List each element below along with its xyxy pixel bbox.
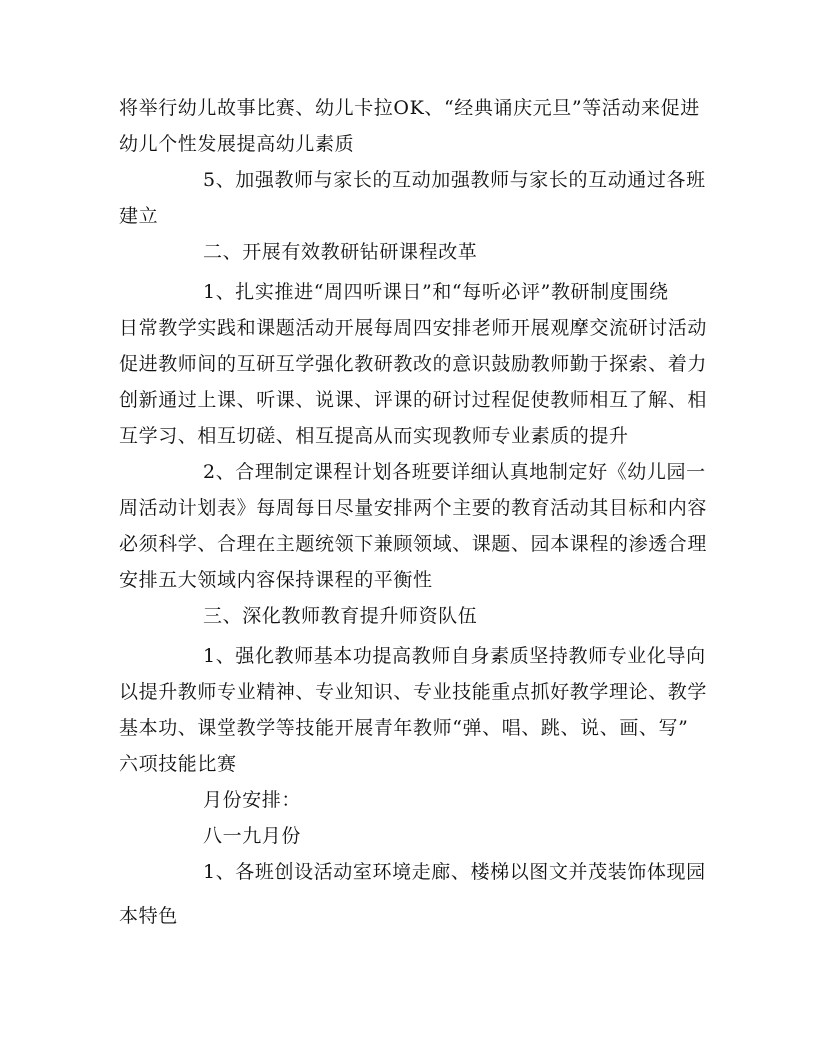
body-text-line: 安排五大领域内容保持课程的平衡性 <box>119 569 433 591</box>
body-text-line: 本特色 <box>119 905 178 927</box>
body-text-line: 必须科学、合理在主题统领下兼顾领域、课题、园本课程的渗透合理 <box>119 533 708 555</box>
schedule-heading: 月份安排： <box>203 789 302 811</box>
paragraph-first-line: 1、强化教师基本功提高教师自身素质坚持教师专业化导向 <box>203 645 706 667</box>
body-text-line: 促进教师间的互研互学强化教研教改的意识鼓励教师勤于探索、着力 <box>119 353 708 375</box>
body-text-line: 幼儿个性发展提高幼儿素质 <box>119 133 355 155</box>
paragraph-first-line: 1、扎实推进“周四听课日”和“每听必评”教研制度围绕 <box>203 281 669 303</box>
body-text-line: 周活动计划表》每周每日尽量安排两个主要的教育活动其目标和内容 <box>119 497 708 519</box>
body-text-line: 互学习、相互切磋、相互提高从而实现教师专业素质的提升 <box>119 425 629 447</box>
paragraph-first-line: 1、各班创设活动室环境走廊、楼梯以图文并茂装饰体现园 <box>203 861 706 883</box>
body-text-line: 基本功、课堂教学等技能开展青年教师“弹、唱、跳、说、画、写” <box>119 717 689 739</box>
section-heading-2: 二、开展有效教研钻研课程改革 <box>203 241 478 263</box>
body-text-line: 将举行幼儿故事比赛、幼儿卡拉OK、“经典诵庆元旦”等活动来促进 <box>119 97 700 119</box>
body-text-line: 日常教学实践和课题活动开展每周四安排老师开展观摩交流研讨活动 <box>119 317 708 339</box>
paragraph-first-line: 5、加强教师与家长的互动加强教师与家长的互动通过各班 <box>203 169 706 191</box>
body-text-line: 六项技能比赛 <box>119 753 237 775</box>
body-text-line: 以提升教师专业精神、专业知识、专业技能重点抓好教学理论、教学 <box>119 681 708 703</box>
body-text-line: 创新通过上课、听课、说课、评课的研讨过程促使教师相互了解、相 <box>119 389 708 411</box>
body-text-line: 建立 <box>119 205 159 227</box>
month-heading: 八一九月份 <box>203 825 302 847</box>
paragraph-first-line: 2、合理制定课程计划各班要详细认真地制定好《幼儿园一 <box>203 461 706 483</box>
section-heading-3: 三、深化教师教育提升师资队伍 <box>203 605 478 627</box>
